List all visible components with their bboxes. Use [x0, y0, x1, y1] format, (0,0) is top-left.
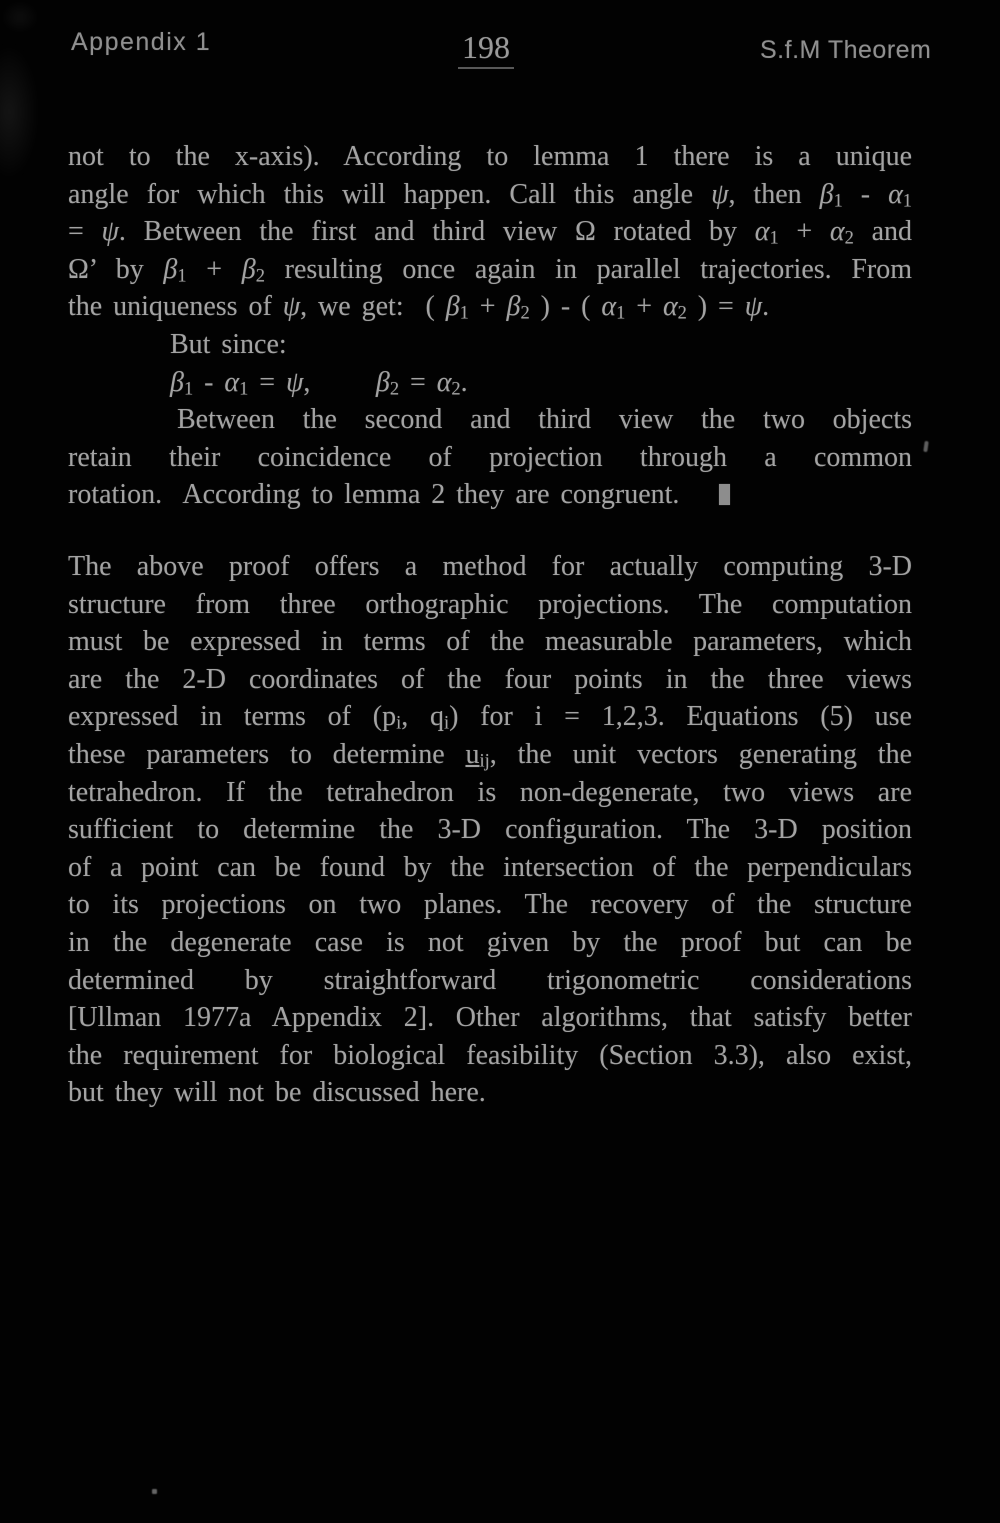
text-line: retain their coincidence of projection through a common — [68, 441, 912, 473]
scan-speck-artifact — [152, 1489, 157, 1494]
header-chapter-label: S.f.M Theorem — [760, 36, 932, 64]
scan-tick-artifact — [923, 441, 928, 452]
text-line — [68, 476, 912, 514]
discussion-paragraph — [68, 548, 912, 1112]
text-line: in the degenerate case is not given by the proof but can be — [68, 926, 912, 958]
text-line: [Ullman 1977a Appendix 2]. Other algorithms, that satisfy better — [68, 1002, 912, 1034]
text-line: must be expressed in terms of the measurable parameters, which — [68, 626, 912, 658]
text-line: Ω’ by $\beta_1 + \beta_2$ resulting once again in parallel trajectories. From — [68, 253, 912, 286]
text-line: are the 2-D coordinates of the four points in the three views — [68, 663, 912, 695]
text-line: But since: — [170, 328, 287, 360]
text-line: = ψ. Between the first and third view Ω rotated by $\alpha_1 + \alpha_2$ and — [68, 216, 913, 248]
text-line: determined by straightforward trigonometric considerations — [68, 964, 912, 996]
header-appendix-label: Appendix 1 — [71, 28, 212, 56]
text-line: of a point can be found by the intersection of the perpendiculars — [68, 851, 912, 883]
equation-line: $\beta_1 - \alpha_1 = \psi$, $\beta_2 = \alpha_2$. — [170, 366, 468, 398]
scan-blob-left-edge — [0, 42, 40, 182]
proof-paragraph — [68, 138, 912, 514]
qed-mark-icon — [719, 484, 730, 505]
text-line: not to the x-axis). According to lemma 1 there is a unique — [68, 141, 912, 172]
text-line: sufficient to determine the 3-D configuration. The 3-D position — [68, 814, 912, 846]
text-line: the uniqueness of ψ, we get: ( $\beta_1 + \beta_2$ ) - ( $\alpha_1 + \alpha_2$ ) = ψ. — [68, 291, 770, 323]
text-line: Between the second and third view the two objects — [177, 404, 912, 436]
text-line: structure from three orthographic projections. The computation — [68, 588, 912, 620]
scan-blob-corner — [0, 0, 40, 34]
text-line: but they will not be discussed here. — [68, 1077, 486, 1109]
text-line: the requirement for biological feasibility (Section 3.3), also exist, — [68, 1039, 912, 1071]
text-line: tetrahedron. If the tetrahedron is non-degenerate, two views are — [68, 776, 912, 808]
text-line: these parameters to determine $u_{ij}$, the unit vectors generating the — [68, 738, 912, 771]
page-number: 198 — [458, 29, 514, 69]
text-line: angle for which this will happen. Call this angle ψ, then $\beta_1 - \alpha_1$ — [68, 178, 912, 210]
text-line: expressed in terms of ($p_i$, $q_i$) for i = 1,2,3. Equations (5) use — [68, 701, 912, 733]
text-line-end: rotation. According to lemma 2 they are congruent. — [68, 479, 680, 511]
text-line: The above proof offers a method for actually computing 3-D — [68, 551, 912, 582]
text-line: to its projections on two planes. The recovery of the structure — [68, 889, 912, 921]
